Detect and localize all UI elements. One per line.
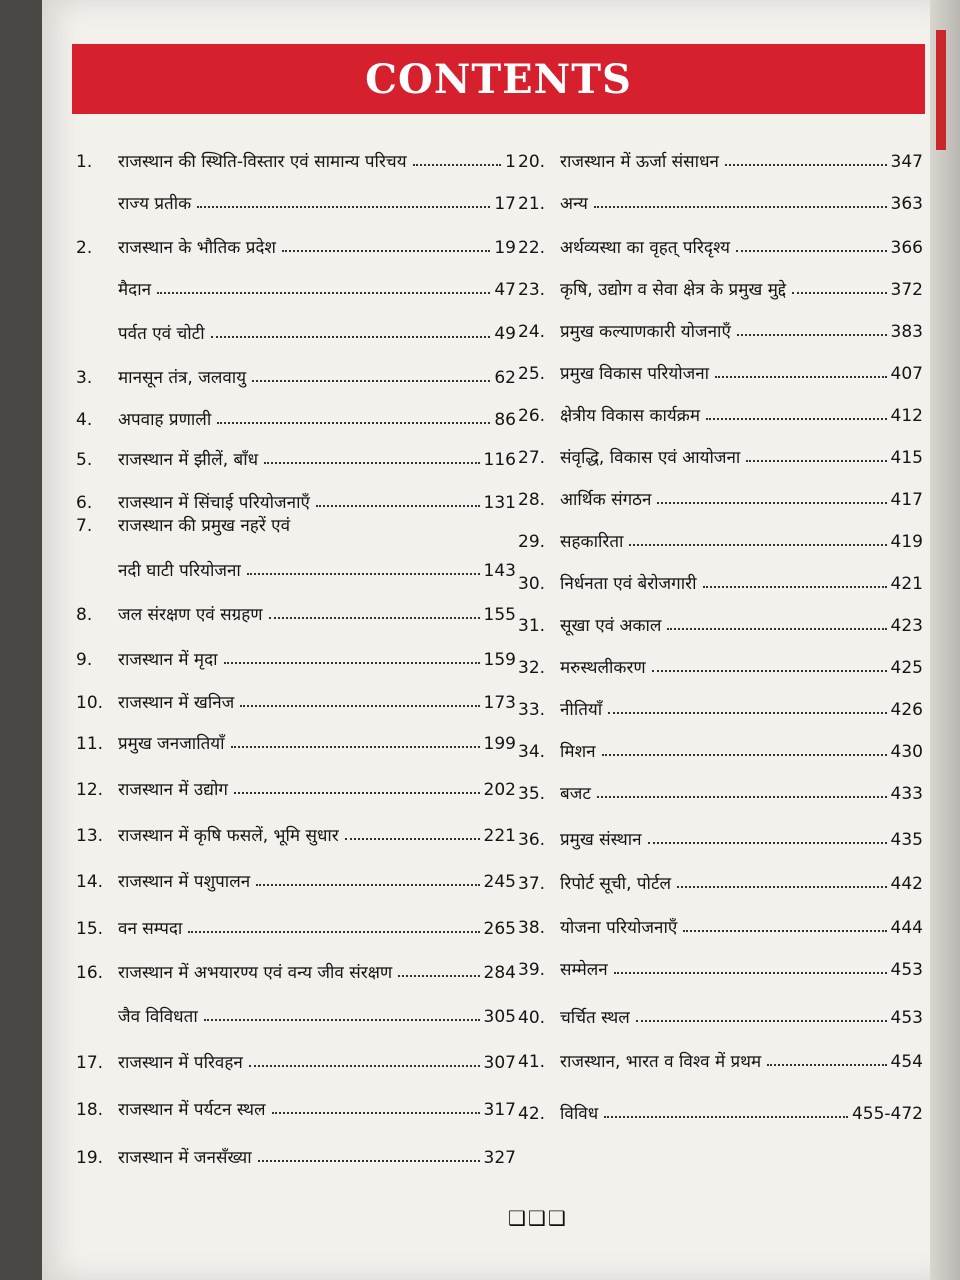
toc-entry-title: जल संरक्षण एवं सग्रहण <box>118 605 263 625</box>
dot-leader <box>715 376 886 378</box>
toc-entry-page: 86 <box>494 410 516 430</box>
toc-entry-number: 18. <box>76 1100 104 1120</box>
toc-entry-page: 430 <box>890 742 923 762</box>
toc-entry-page: 143 <box>483 561 516 581</box>
toc-entry-number: 39. <box>518 960 546 980</box>
dot-leader <box>398 975 479 977</box>
toc-entry[interactable] <box>76 814 516 846</box>
toc-entry-title: राज्य प्रतीक <box>118 194 192 214</box>
dot-leader <box>657 502 886 504</box>
toc-entry-title: जैव विविधता <box>118 1007 198 1027</box>
toc-entry-title: पर्वत एवं चोटी <box>118 324 205 344</box>
toc-entry-number: 16. <box>76 963 104 983</box>
toc-entry-page: 407 <box>890 364 923 384</box>
toc-entry[interactable] <box>76 722 516 754</box>
toc-entry-page: 366 <box>890 238 923 258</box>
toc-entry[interactable] <box>76 481 516 513</box>
dot-leader <box>345 838 480 840</box>
toc-entry[interactable] <box>76 1088 516 1120</box>
dot-leader <box>413 164 502 166</box>
toc-entry-number: 21. <box>518 194 546 214</box>
toc-entry-page: 245 <box>483 872 516 892</box>
toc-entry-title: कृषि, उद्योग व सेवा क्षेत्र के प्रमुख मुद्दे <box>560 280 787 300</box>
toc-entry-number: 2. <box>76 238 93 258</box>
toc-entry-number: 28. <box>518 490 546 510</box>
toc-entry[interactable] <box>76 593 516 625</box>
toc-entry[interactable] <box>518 862 923 894</box>
dot-leader <box>272 1112 480 1114</box>
toc-entry-number: 19. <box>76 1148 104 1168</box>
toc-entry-title: प्रमुख संस्थान <box>560 830 642 850</box>
toc-entry-number: 24. <box>518 322 546 342</box>
toc-entry-title: राजस्थान में परिवहन <box>118 1053 243 1073</box>
toc-entry-title: मानसून तंत्र, जलवायु <box>118 368 247 388</box>
toc-entry-page: 383 <box>890 322 923 342</box>
toc-entry-page: 47 <box>494 280 516 300</box>
toc-entry[interactable] <box>76 951 516 983</box>
toc-entry-number: 17. <box>76 1053 104 1073</box>
toc-entry[interactable] <box>76 907 516 939</box>
toc-entry-page: 1 <box>505 152 516 172</box>
dot-leader <box>683 930 886 932</box>
toc-entry[interactable] <box>76 681 516 713</box>
toc-entry-page: 173 <box>483 693 516 713</box>
toc-entry-title: अन्य <box>560 194 588 214</box>
dot-leader <box>249 1065 480 1067</box>
toc-entry[interactable] <box>76 1041 516 1073</box>
toc-entry-page: 221 <box>483 826 516 846</box>
toc-entry-number: 8. <box>76 605 93 625</box>
toc-entry[interactable] <box>76 549 516 581</box>
toc-entry-page: 155 <box>483 605 516 625</box>
toc-entry-title: सूखा एवं अकाल <box>560 616 662 636</box>
toc-entry-number: 41. <box>518 1052 546 1072</box>
next-page-edge <box>930 0 960 1280</box>
toc-entry[interactable] <box>518 394 923 426</box>
toc-entry[interactable] <box>518 478 923 510</box>
dot-leader <box>648 842 887 844</box>
toc-entry-title: संवृद्धि, विकास एवं आयोजना <box>560 448 741 468</box>
toc-entry-number: 29. <box>518 532 546 552</box>
toc-entry-number: 7. <box>76 516 93 536</box>
toc-entry-number: 30. <box>518 574 546 594</box>
toc-entry[interactable] <box>518 140 923 172</box>
page-title: CONTENTS <box>365 55 632 103</box>
toc-entry-page: 305 <box>483 1007 516 1027</box>
toc-entry-number: 25. <box>518 364 546 384</box>
toc-entry[interactable] <box>76 860 516 892</box>
toc-entry[interactable] <box>518 352 923 384</box>
toc-entry-number: 11. <box>76 734 104 754</box>
toc-entry-number: 33. <box>518 700 546 720</box>
toc-entry-number: 3. <box>76 368 93 388</box>
toc-entry-page: 417 <box>890 490 923 510</box>
toc-entry-title: अपवाह प्रणाली <box>118 410 212 430</box>
dot-leader <box>247 573 480 575</box>
dot-leader <box>157 292 490 294</box>
toc-entry-page: 347 <box>890 152 923 172</box>
toc-entry[interactable] <box>518 996 923 1028</box>
dot-leader <box>725 164 887 166</box>
toc-entry-page: 284 <box>483 963 516 983</box>
contents-banner <box>72 44 925 114</box>
dot-leader <box>667 628 886 630</box>
toc-entry-title: प्रमुख कल्याणकारी योजनाएँ <box>560 322 731 342</box>
toc-entry[interactable] <box>518 906 923 938</box>
toc-entry-page: 415 <box>890 448 923 468</box>
dot-leader <box>597 796 887 798</box>
toc-entry-page: 199 <box>483 734 516 754</box>
toc-entry-title: राजस्थान में कृषि फसलें, भूमि सुधार <box>118 826 339 846</box>
toc-entry-number: 37. <box>518 874 546 894</box>
toc-entry-page: 454 <box>890 1052 923 1072</box>
toc-entry-page: 419 <box>890 532 923 552</box>
toc-entry-title: अर्थव्यस्था का वृहत् परिदृश्य <box>560 238 731 258</box>
dot-leader <box>282 250 490 252</box>
toc-entry-page: 412 <box>890 406 923 426</box>
toc-entry-title: राजस्थान में झीलें, बाँध <box>118 450 259 470</box>
dot-leader <box>629 544 886 546</box>
dot-leader <box>211 336 491 338</box>
toc-entry-page: 435 <box>890 830 923 850</box>
dot-leader <box>316 505 480 507</box>
toc-entry[interactable] <box>76 140 516 172</box>
dot-leader <box>703 586 887 588</box>
toc-entry[interactable] <box>518 268 923 300</box>
toc-entry[interactable] <box>518 562 923 594</box>
dot-leader <box>706 418 887 420</box>
next-page-banner-strip <box>936 30 946 150</box>
toc-entry-title: राजस्थान, भारत व विश्व में प्रथम <box>560 1052 762 1072</box>
dot-leader <box>264 462 479 464</box>
toc-entry-number: 26. <box>518 406 546 426</box>
toc-entry-title: नीतियाँ <box>560 700 603 720</box>
toc-entry-number: 36. <box>518 830 546 850</box>
dot-leader <box>204 1019 480 1021</box>
toc-entry[interactable] <box>518 310 923 342</box>
toc-entry-title: राजस्थान की स्थिति-विस्तार एवं सामान्य परिचय <box>118 152 407 172</box>
toc-entry[interactable] <box>518 436 923 468</box>
toc-entry-number: 22. <box>518 238 546 258</box>
toc-entry[interactable] <box>76 638 516 670</box>
toc-entry[interactable] <box>518 604 923 636</box>
toc-entry[interactable] <box>76 312 516 344</box>
dot-leader <box>608 712 886 714</box>
toc-entry-page: 327 <box>483 1148 516 1168</box>
dot-leader <box>188 931 479 933</box>
dot-leader <box>746 460 886 462</box>
toc-entry-number: 13. <box>76 826 104 846</box>
toc-entry-title: नदी घाटी परियोजना <box>118 561 241 581</box>
toc-entry[interactable] <box>518 182 923 214</box>
toc-entry-page: 317 <box>483 1100 516 1120</box>
dot-leader <box>240 705 479 707</box>
dot-leader <box>636 1020 887 1022</box>
toc-entry[interactable] <box>76 995 516 1027</box>
toc-entry-title: राजस्थान में सिंचाई परियोजनाएँ <box>118 493 310 513</box>
dot-leader <box>256 884 479 886</box>
toc-entry-number: 5. <box>76 450 93 470</box>
dot-leader <box>231 746 480 748</box>
toc-entry[interactable] <box>76 1136 516 1168</box>
toc-entry[interactable] <box>76 268 516 300</box>
toc-entry-number: 23. <box>518 280 546 300</box>
toc-entry[interactable] <box>76 768 516 800</box>
toc-entry-number: 40. <box>518 1008 546 1028</box>
toc-entry-page: 363 <box>890 194 923 214</box>
toc-entry-page: 62 <box>494 368 516 388</box>
toc-entry-title: चर्चित स्थल <box>560 1008 630 1028</box>
toc-entry-title: निर्धनता एवं बेरोजगारी <box>560 574 697 594</box>
toc-entry-page: 423 <box>890 616 923 636</box>
toc-entry-page: 425 <box>890 658 923 678</box>
toc-entry-page: 159 <box>483 650 516 670</box>
toc-entry[interactable] <box>518 948 923 980</box>
toc-entry[interactable] <box>518 1040 923 1072</box>
dot-leader <box>234 792 480 794</box>
toc-entry[interactable] <box>518 520 923 552</box>
toc-entry-number: 14. <box>76 872 104 892</box>
toc-entry-number: 27. <box>518 448 546 468</box>
toc-entry-page: 49 <box>494 324 516 344</box>
toc-entry-number: 34. <box>518 742 546 762</box>
toc-entry-page: 116 <box>483 450 516 470</box>
toc-entry-page: 433 <box>890 784 923 804</box>
toc-entry-title-line: 7. राजस्थान की प्रमुख नहरें एवं <box>76 516 291 536</box>
dot-leader <box>736 250 887 252</box>
dot-leader <box>737 334 887 336</box>
toc-entry-title: मैदान <box>118 280 152 300</box>
toc-entry-page: 307 <box>483 1053 516 1073</box>
dot-leader <box>258 1160 480 1162</box>
toc-entry-title: राजस्थान में पर्यटन स्थल <box>118 1100 266 1120</box>
toc-entry-page: 453 <box>890 1008 923 1028</box>
end-mark: ❑❑❑ <box>508 1206 568 1230</box>
toc-entry[interactable] <box>76 356 516 388</box>
toc-entry[interactable] <box>518 730 923 762</box>
toc-entry[interactable] <box>518 226 923 258</box>
toc-entry-page: 202 <box>483 780 516 800</box>
dot-leader <box>652 670 887 672</box>
toc-entry-title: राजस्थान में अभयारण्य एवं वन्य जीव संरक्षण <box>118 963 393 983</box>
toc-entry-title: बजट <box>560 784 591 804</box>
dot-leader <box>269 617 480 619</box>
dot-leader <box>767 1064 886 1066</box>
toc-entry-number: 20. <box>518 152 546 172</box>
toc-entry-number: 6. <box>76 493 93 513</box>
toc-entry-number: 35. <box>518 784 546 804</box>
toc-entry-number: 12. <box>76 780 104 800</box>
toc-entry[interactable] <box>518 1092 923 1124</box>
toc-entry-title: सहकारिता <box>560 532 624 552</box>
toc-entry-page: 455-472 <box>851 1104 923 1124</box>
toc-entry-page: 17 <box>494 194 516 214</box>
toc-entry-title: राजस्थान में पशुपालन <box>118 872 251 892</box>
toc-entry-title: विविध <box>560 1104 599 1124</box>
toc-entry-page: 442 <box>890 874 923 894</box>
dot-leader <box>217 422 490 424</box>
toc-entry-page: 453 <box>890 960 923 980</box>
toc-entry-title: राजस्थान में मृदा <box>118 650 218 670</box>
toc-entry-page: 19 <box>494 238 516 258</box>
toc-entry-number: 9. <box>76 650 93 670</box>
dot-leader <box>792 292 886 294</box>
dot-leader <box>252 380 490 382</box>
toc-entry-page: 421 <box>890 574 923 594</box>
toc-entry-title: रिपोर्ट सूची, पोर्टल <box>560 874 672 894</box>
dot-leader <box>224 662 480 664</box>
dot-leader <box>677 886 887 888</box>
toc-entry-page: 265 <box>483 919 516 939</box>
toc-entry-title: प्रमुख जनजातियाँ <box>118 734 225 754</box>
toc-entry-title: राजस्थान के भौतिक प्रदेश <box>118 238 276 258</box>
toc-entry-title: राजस्थान में खनिज <box>118 693 235 713</box>
toc-entry-page: 426 <box>890 700 923 720</box>
toc-entry-title: योजना परियोजनाएँ <box>560 918 678 938</box>
toc-entry-title: मरुस्थलीकरण <box>560 658 646 678</box>
toc-entry-title: क्षेत्रीय विकास कार्यक्रम <box>560 406 700 426</box>
toc-entry-title: वन सम्पदा <box>118 919 183 939</box>
toc-entry-page: 444 <box>890 918 923 938</box>
dot-leader <box>197 206 490 208</box>
toc-entry-number: 42. <box>518 1104 546 1124</box>
toc-entry-number: 10. <box>76 693 104 713</box>
toc-entry-number: 31. <box>518 616 546 636</box>
toc-entry[interactable] <box>518 772 923 804</box>
toc-entry-title: मिशन <box>560 742 596 762</box>
toc-entry-title: राजस्थान में जनसँख्या <box>118 1148 252 1168</box>
toc-entry[interactable] <box>76 226 516 258</box>
toc-entry-number: 38. <box>518 918 546 938</box>
toc-entry-title: राजस्थान में उद्योग <box>118 780 228 800</box>
toc-entry[interactable] <box>76 398 516 430</box>
dot-leader <box>594 206 887 208</box>
toc-entry[interactable] <box>518 688 923 720</box>
toc-entry-title: प्रमुख विकास परियोजना <box>560 364 710 384</box>
toc-entry-number: 4. <box>76 410 93 430</box>
toc-entry-title: राजस्थान में ऊर्जा संसाधन <box>560 152 719 172</box>
toc-entry-number: 1. <box>76 152 93 172</box>
toc-entry[interactable] <box>76 438 516 470</box>
toc-entry-page: 372 <box>890 280 923 300</box>
toc-entry-number: 32. <box>518 658 546 678</box>
toc-entry-title: आर्थिक संगठन <box>560 490 652 510</box>
toc-entry[interactable] <box>518 818 923 850</box>
toc-entry-page: 131 <box>483 493 516 513</box>
dot-leader <box>614 972 887 974</box>
toc-entry[interactable] <box>518 646 923 678</box>
toc-entry-number: 15. <box>76 919 104 939</box>
toc-entry[interactable] <box>76 182 516 214</box>
dot-leader <box>604 1116 848 1118</box>
dot-leader <box>602 754 887 756</box>
toc-entry-title: सम्मेलन <box>560 960 608 980</box>
